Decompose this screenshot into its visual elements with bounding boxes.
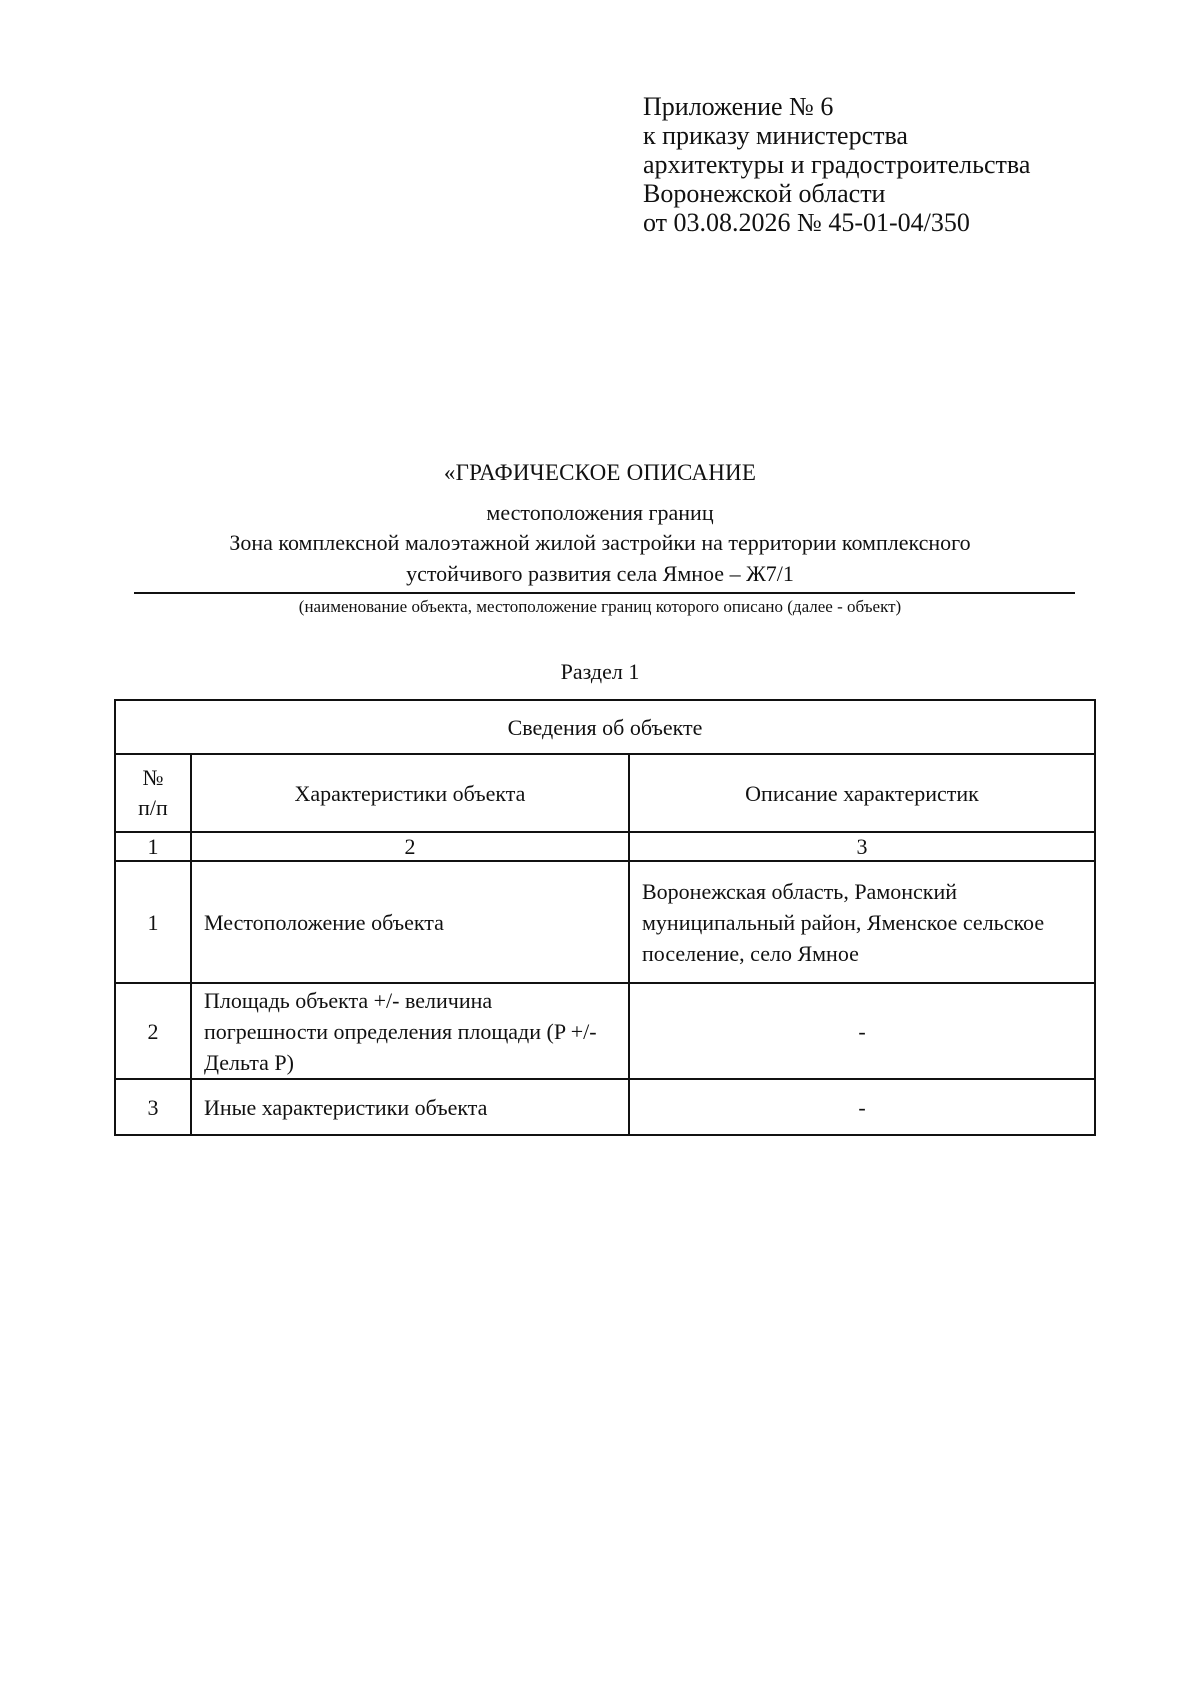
table-row — [115, 861, 1095, 983]
column-number-row — [115, 832, 1095, 861]
appendix-date-number: от 03.08.2026 № 45-01-04/350 — [643, 208, 970, 237]
header-number-abbr: п/п — [138, 795, 168, 820]
appendix-header — [643, 92, 1030, 237]
row-number: 3 — [115, 1079, 191, 1135]
row-description: - — [629, 1079, 1095, 1135]
appendix-number: Приложение № 6 — [643, 92, 834, 121]
table-header-row — [115, 754, 1095, 832]
column-number: 2 — [191, 832, 629, 861]
table-caption: Сведения об объекте — [115, 700, 1095, 754]
row-description: Воронежская область, Рамонский муниципальный район, Яменское сельское поселение, село Ямное — [629, 861, 1095, 983]
appendix-region: Воронежской области — [643, 179, 886, 208]
row-number: 1 — [115, 861, 191, 983]
object-name-line-2: устойчивого развития села Ямное – Ж7/1 — [406, 561, 794, 586]
row-number: 2 — [115, 983, 191, 1079]
table-caption-row — [115, 700, 1095, 754]
document-title: «ГРАФИЧЕСКОЕ ОПИСАНИЕ — [443, 460, 757, 485]
row-characteristic: Площадь объекта +/- величина погрешности определения площади (P +/- Дельта P) — [191, 983, 629, 1079]
object-name-caption: (наименование объекта, местоположение границ которого описано (далее - объект) — [298, 597, 902, 616]
appendix-order-ref: к приказу министерства — [643, 121, 908, 150]
appendix-ministry: архитектуры и градостроительства — [643, 150, 1031, 179]
object-info-table — [114, 699, 1096, 1136]
header-number-sign: № — [142, 765, 164, 790]
header-characteristics: Характеристики объекта — [191, 754, 629, 832]
object-name-line-1: Зона комплексной малоэтажной жилой застройки на территории комплексного — [229, 530, 971, 555]
title-block — [130, 458, 1070, 589]
document-subtitle: местоположения границ — [486, 500, 714, 525]
table-row — [115, 983, 1095, 1079]
row-description: - — [629, 983, 1095, 1079]
header-number-cell — [115, 754, 191, 832]
underline-divider — [134, 592, 1075, 594]
section-label: Раздел 1 — [560, 659, 640, 684]
table-row — [115, 1079, 1095, 1135]
column-number: 1 — [115, 832, 191, 861]
row-characteristic: Местоположение объекта — [191, 861, 629, 983]
header-description: Описание характеристик — [629, 754, 1095, 832]
row-characteristic: Иные характеристики объекта — [191, 1079, 629, 1135]
column-number: 3 — [629, 832, 1095, 861]
